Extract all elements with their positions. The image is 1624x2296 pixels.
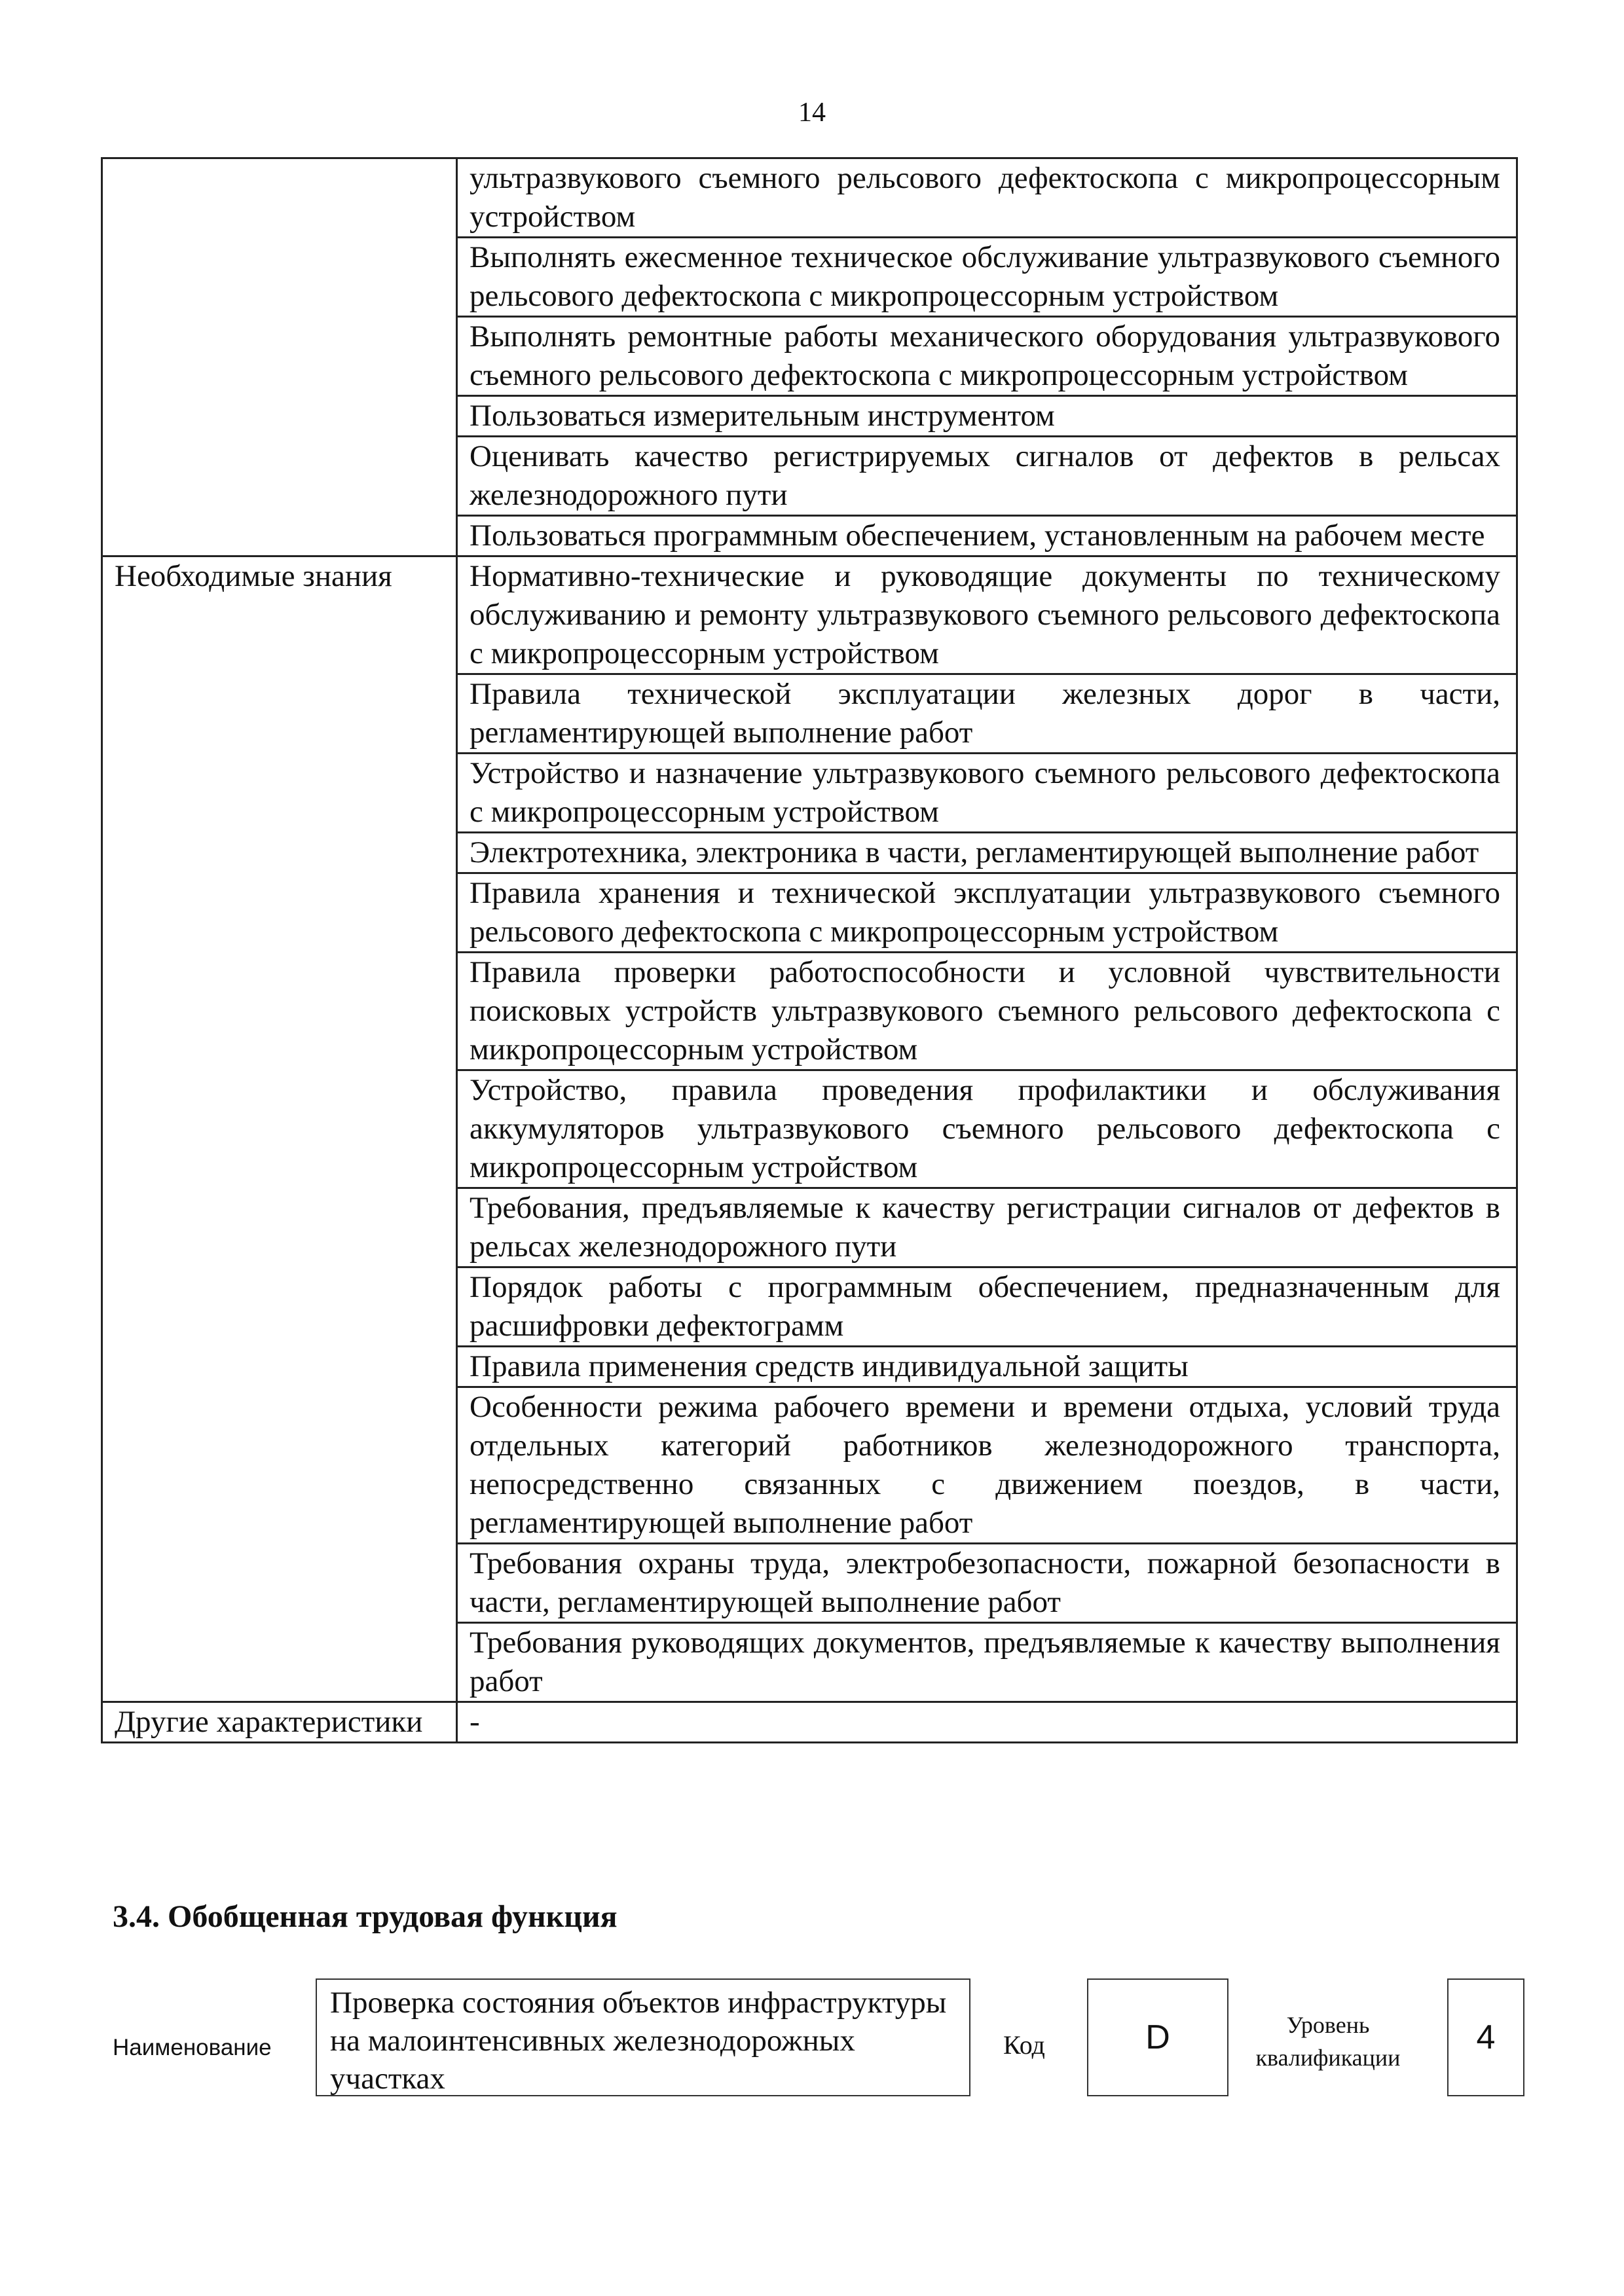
name-label: Наименование [113, 2035, 272, 2060]
row-value: Правила технической эксплуатации железных дорог в части, регламентирующей выполнение работ [457, 674, 1517, 754]
row-value: Выполнять ежесменное техническое обслуживание ультразвукового съемного рельсового дефектоскопа с микропроцессорным устройством [457, 238, 1517, 317]
row-value: Требования, предъявляемые к качеству регистрации сигналов от дефектов в рельсах железнодорожного пути [457, 1188, 1517, 1267]
row-label [102, 158, 457, 556]
row-value: - [457, 1702, 1517, 1743]
row-label: Другие характеристики [102, 1702, 457, 1743]
row-value: Устройство и назначение ультразвукового съемного рельсового дефектоскопа с микропроцессорным устройством [457, 754, 1517, 833]
competency-table [101, 157, 1518, 1743]
row-label: Необходимые знания [102, 556, 457, 1702]
row-value: Требования охраны труда, электробезопасности, пожарной безопасности в части, регламентирующей выполнение работ [457, 1544, 1517, 1623]
qualification-level-label: Уровень квалификации [1255, 2012, 1401, 2071]
row-value: Особенности режима рабочего времени и времени отдыха, условий труда отдельных категорий работников железнодорожного транспорта, непосредственно связанных с движением поездов, в части, регламентирующей выполнение работ [457, 1387, 1517, 1544]
row-value: Требования руководящих документов, предъявляемые к качеству выполнения работ [457, 1623, 1517, 1702]
code-value-box: D [1087, 1978, 1228, 2096]
qualification-level-box: 4 [1447, 1978, 1524, 2096]
row-value: ультразвукового съемного рельсового дефектоскопа с микропроцессорным устройством [457, 158, 1517, 238]
row-value: Электротехника, электроника в части, регламентирующей выполнение работ [457, 833, 1517, 873]
code-label: Код [1003, 2030, 1045, 2060]
generalized-function-block [0, 1964, 1624, 2128]
row-value: Пользоваться измерительным инструментом [457, 396, 1517, 437]
row-value: Выполнять ремонтные работы механического оборудования ультразвукового съемного рельсового дефектоскопа с микропроцессорным устройством [457, 317, 1517, 396]
row-value: Правила хранения и технической эксплуатации ультразвукового съемного рельсового дефектоскопа с микропроцессорным устройством [457, 873, 1517, 953]
row-value: Устройство, правила проведения профилактики и обслуживания аккумуляторов ультразвукового съемного рельсового дефектоскопа с микропроцессорным устройством [457, 1070, 1517, 1188]
row-value: Оценивать качество регистрируемых сигналов от дефектов в рельсах железнодорожного пути [457, 437, 1517, 516]
row-value: Порядок работы с программным обеспечением, предназначенным для расшифровки дефектограмм [457, 1267, 1517, 1347]
name-value-box: Проверка состояния объектов инфраструктуры на малоинтенсивных железнодорожных участках [316, 1978, 970, 2096]
row-value: Правила применения средств индивидуальной защиты [457, 1347, 1517, 1387]
knowledge-row [102, 556, 1517, 674]
skill-row [102, 158, 1517, 238]
other-row [102, 1702, 1517, 1743]
page-number: 14 [798, 98, 826, 128]
row-value: Правила проверки работоспособности и условной чувствительности поисковых устройств ультразвукового съемного рельсового дефектоскопа с микропроцессорным устройством [457, 953, 1517, 1070]
row-value: Нормативно-технические и руководящие документы по техническому обслуживанию и ремонту ультразвукового съемного рельсового дефектоскопа с микропроцессорным устройством [457, 556, 1517, 674]
section-heading: 3.4. Обобщенная трудовая функция [113, 1899, 618, 1934]
row-value: Пользоваться программным обеспечением, установленным на рабочем месте [457, 516, 1517, 556]
